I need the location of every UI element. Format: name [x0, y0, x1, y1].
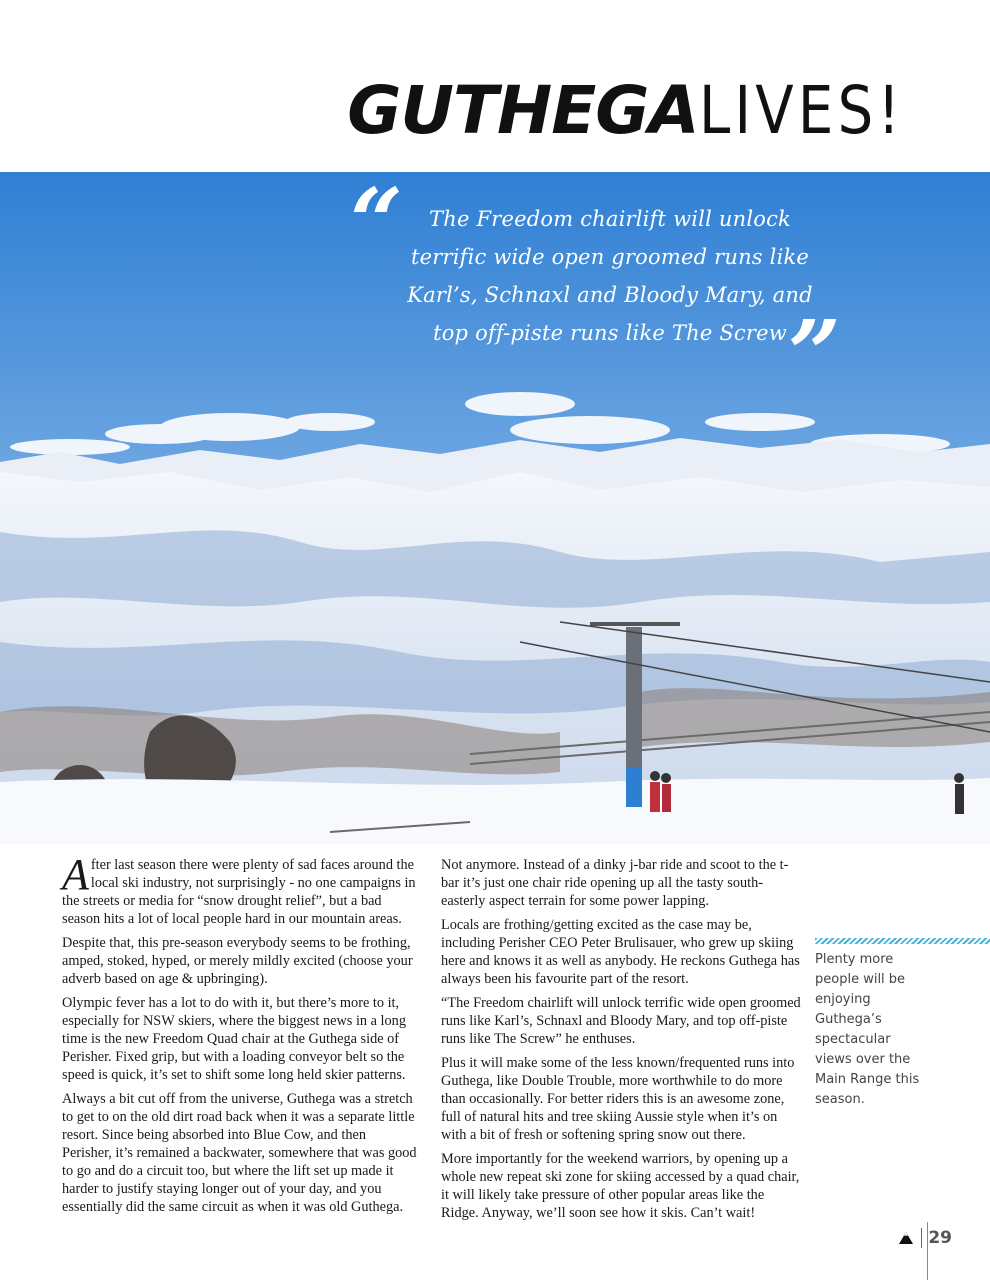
paragraph: “The Freedom chairlift will unlock terrific wide open groomed runs like Karl’s, Schnaxl and Bloody Mary, and top off-piste runs like The Screw” he enthuses.	[441, 995, 801, 1047]
paragraph: Despite that, this pre-season everybody seems to be frothing, amped, stoked, hyped, or merely mildly excited (choose your adverb based on age & upbringing).	[62, 935, 413, 987]
page-title	[347, 72, 940, 149]
open-quote-mark: “	[350, 168, 403, 276]
paragraph: Always a bit cut off from the universe, Guthega was a stretch to get to on the old dirt road back when it was a separate little resort. Since being absorbed into Blue Cow, and then Perisher, it’s remained a backwater, somewhere that was good to go and do a circuit too, but where the lift set up made it harder to justify staying longer out of your day, and you essentially did the same circuit as when it was old Guthega.	[62, 1091, 417, 1215]
page-number: 29	[928, 1228, 952, 1248]
paragraph: Olympic fever has a lot to do with it, but there’s more to it, especially for NSW skiers, where the biggest news in a long time is the new Freedom Quad chair at the Guthega side of Perisher. Fixed grip, but with a loading conveyor belt so the speed is quick, it’s set to shift some long held skier patterns.	[62, 995, 406, 1083]
folio-divider	[921, 1228, 922, 1248]
mountain-icon	[899, 1232, 913, 1244]
photo-caption: Plenty more people will be enjoying Guthega’s spectacular views over the Main Range this season.	[815, 952, 920, 1107]
paragraph: Plus it will make some of the less known/frequented runs into Guthega, like Double Trouble, more worthwhile to do more than occasionally. For better riders this is an awesome zone, full of natural hits and tree skiing Aussie style when it’s on with a bit of fresh or softening spring snow out there.	[441, 1055, 795, 1143]
caption-divider	[815, 938, 990, 944]
title-bold: GUTHEGA	[347, 72, 699, 149]
paragraph: Not anymore. Instead of a dinky j-bar ride and scoot to the t-bar it’s just one chair ride opening up all the tasty south-easterly aspect terrain for some power lapping.	[441, 857, 789, 909]
page-folio	[899, 1228, 952, 1248]
body-column-1	[62, 850, 419, 1222]
pull-quote: The Freedom chairlift will unlock terrific wide open groomed runs like Karl’s, Schnaxl and Bloody Mary, and top off-piste runs like The Screw	[407, 207, 813, 345]
drop-cap: A	[62, 850, 89, 899]
title-thin: LIVES!	[698, 72, 904, 149]
paragraph-text: fter last season there were plenty of sad faces around the local ski industry, not surprisingly - no one campaigns in the streets or media for “snow drought relief”, but a bad season hits a lot of local people hard in our mountain areas.	[62, 857, 416, 927]
close-quote-mark: ”	[788, 300, 841, 408]
paragraph: More importantly for the weekend warriors, by opening up a whole new repeat ski zone for skiing accessed by a quad chair, it will likely take pressure of other popular areas like the Ridge. Anyway, we’ll soon see how it skis. Can’t wait!	[441, 1151, 800, 1221]
paragraph	[62, 850, 419, 928]
body-column-2	[441, 856, 803, 1228]
paragraph: Locals are frothing/getting excited as the case may be, including Perisher CEO Peter Brulisauer, who grew up skiing here and knows it as well as anybody. He reckons Guthega has always been his favourite part of the resort.	[441, 917, 800, 987]
